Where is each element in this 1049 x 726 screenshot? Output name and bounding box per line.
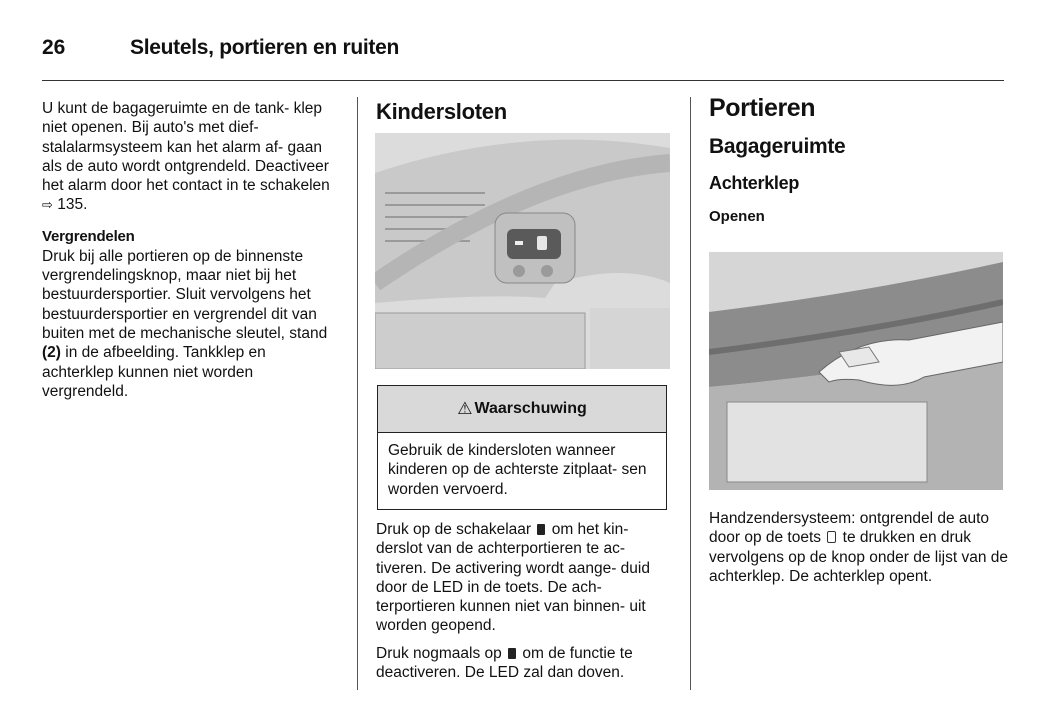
intro-paragraph: U kunt de bagageruimte en de tank- klep niet openen. Bij auto's met dief- stalalarmsysteem kan het alarm af- gaan als de auto wordt ontgrendeld. Deactiveer het alarm door het contact in te schakelen ⇨ 135. xyxy=(42,100,330,214)
page-reference: 135. xyxy=(57,196,88,214)
column-divider-1 xyxy=(357,97,358,690)
warning-triangle-icon: ⚠ xyxy=(457,399,473,418)
header-divider xyxy=(42,80,1004,81)
reference-arrow-icon: ⇨ xyxy=(42,197,53,213)
subhead-vergrendelen: Vergrendelen xyxy=(42,227,135,245)
warning-text: Gebruik de kindersloten wanneer kinderen op de achterste zitplaat- sen worden vervoerd. xyxy=(388,442,647,498)
deactivate-paragraph: Druk nogmaals op om de functie te deactiveren. De LED zal dan doven. xyxy=(376,644,633,682)
child-lock-icon xyxy=(508,648,516,659)
warning-box xyxy=(377,385,667,510)
locking-paragraph: Druk bij alle portieren op de binnenste vergrendelingsknop, maar niet bij het bestuurdersportier. Sluit vervolgens het bestuurdersportier en vergrendel dit van buiten met de mechanische sleutel, stand (2) in de afbeelding. Tankklep en achterklep kunnen niet worden vergrendeld. xyxy=(42,247,328,400)
column-right xyxy=(709,94,1009,225)
unlock-icon xyxy=(827,531,836,543)
column-middle xyxy=(376,99,672,125)
child-lock-icon xyxy=(537,524,545,535)
chapter-title: Sleutels, portieren en ruiten xyxy=(130,36,400,59)
position-number: (2) xyxy=(42,344,61,362)
activate-paragraph: Druk op de schakelaar om het kin- derslot van de achterportieren te ac- tiveren. De activering wordt aange- duid door de LED in de toets. De ach- terportieren kunnen niet van binnen- uit worden geopend. xyxy=(376,521,650,635)
heading-portieren: Portieren xyxy=(709,94,816,122)
column-middle-body xyxy=(376,520,672,682)
child-lock-switch-photo xyxy=(375,133,670,369)
warning-header xyxy=(378,386,666,433)
heading-openen: Openen xyxy=(709,208,765,225)
column-divider-2 xyxy=(690,97,691,690)
tailgate-opening-photo xyxy=(709,252,1003,490)
page-number: 26 xyxy=(42,36,66,59)
column-right-body xyxy=(709,509,1009,586)
warning-title: Waarschuwing xyxy=(474,400,587,417)
heading-kindersloten: Kindersloten xyxy=(376,99,507,124)
tailgate-paragraph: Handzendersysteem: ontgrendel de auto door op de toets te drukken en druk vervolgens op de knop onder de lijst van de achterklep. De achterklep opent. xyxy=(709,510,1009,585)
column-left xyxy=(42,99,340,401)
heading-bagageruimte: Bagageruimte xyxy=(709,135,846,158)
heading-achterklep: Achterklep xyxy=(709,173,800,193)
